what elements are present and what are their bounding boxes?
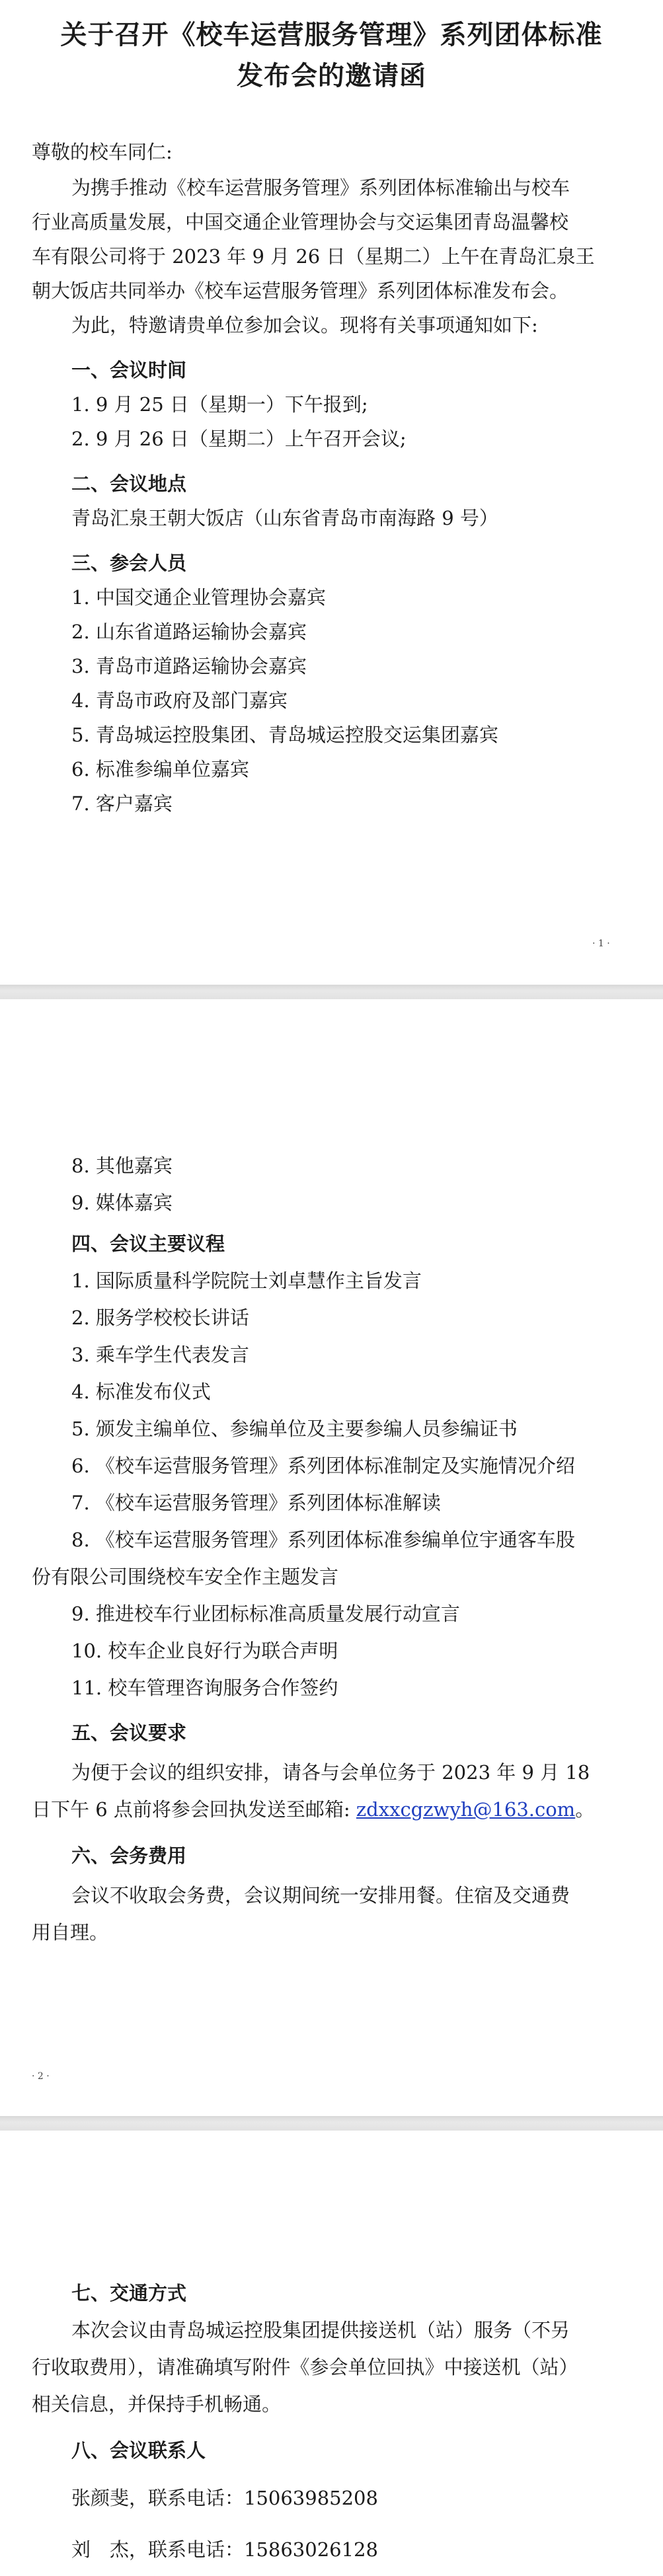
- page-divider: [0, 2116, 663, 2131]
- list-item: 3. 青岛市道路运输协会嘉宾: [71, 655, 307, 677]
- list-item: 1. 中国交通企业管理协会嘉宾: [71, 586, 326, 609]
- page-divider: [0, 985, 663, 999]
- list-item: 8. 其他嘉宾: [71, 1155, 173, 1177]
- email-link[interactable]: zdxxcgzwyh@163.com: [356, 1798, 576, 1821]
- list-item: 1. 9 月 25 日（星期一）下午报到;: [71, 393, 368, 416]
- list-item: 7. 客户嘉宾: [71, 792, 173, 815]
- document-title-line-1: 关于召开《校车运营服务管理》系列团体标准: [60, 19, 603, 50]
- list-item: 11. 校车管理咨询服务合作签约: [71, 1677, 338, 1699]
- list-item: 3. 乘车学生代表发言: [71, 1344, 249, 1366]
- transport-line-1: 本次会议由青岛城运控股集团提供接送机（站）服务（不另: [71, 2319, 570, 2341]
- document-page-1: [0, 0, 663, 985]
- list-item: 4. 标准发布仪式: [71, 1381, 211, 1403]
- intro-line-1: 为携手推动《校车运营服务管理》系列团体标准输出与校车: [71, 176, 570, 199]
- intro-line-4: 朝大饭店共同举办《校车运营服务管理》系列团体标准发布会。: [32, 280, 569, 302]
- section-6-heading: 六、会务费用: [71, 1844, 187, 1867]
- contact-item: 刘 杰，联系电话：15863026128: [71, 2538, 378, 2561]
- list-item: 9. 推进校车行业团标标准高质量发展行动宣言: [71, 1603, 460, 1625]
- transport-line-2: 行收取费用），请准确填写附件《参会单位回执》中接送机（站）: [32, 2356, 578, 2378]
- section-2-heading: 二、会议地点: [71, 473, 187, 495]
- requirement-line-2: [32, 1796, 594, 1823]
- requirement-text: 日下午 6 点前将参会回执发送至邮箱:: [32, 1798, 350, 1821]
- intro-line-5: 为此，特邀请贵单位参加会议。现将有关事项通知如下:: [71, 314, 538, 336]
- list-item: 10. 校车企业良好行为联合声明: [71, 1640, 338, 1662]
- list-item: 2. 服务学校校长讲话: [71, 1307, 249, 1329]
- section-7-heading: 七、交通方式: [71, 2282, 187, 2304]
- requirement-line-1: 为便于会议的组织安排，请各与会单位务于 2023 年 9 月 18: [71, 1761, 590, 1784]
- venue-text: 青岛汇泉王朝大饭店（山东省青岛市南海路 9 号）: [71, 507, 498, 529]
- section-4-heading: 四、会议主要议程: [71, 1232, 225, 1255]
- contact-item: 张颜斐，联系电话：15063985208: [71, 2487, 378, 2509]
- list-item: 9. 媒体嘉宾: [71, 1192, 173, 1214]
- section-1-heading: 一、会议时间: [71, 359, 187, 381]
- list-item: 6. 标准参编单位嘉宾: [71, 758, 249, 780]
- page-number: · 2 ·: [32, 2071, 50, 2082]
- greeting: 尊敬的校车同仁:: [32, 141, 173, 163]
- requirement-end: 。: [575, 1798, 595, 1821]
- list-item: 5. 颁发主编单位、参编单位及主要参编人员参编证书: [71, 1418, 518, 1440]
- section-5-heading: 五、会议要求: [71, 1722, 187, 1744]
- list-item: 8. 《校车运营服务管理》系列团体标准参编单位宇通客车股: [71, 1529, 575, 1551]
- document-page-3: [0, 2131, 663, 2576]
- document-title-line-2: 发布会的邀请函: [237, 60, 426, 91]
- section-3-heading: 三、参会人员: [71, 552, 187, 574]
- document-page-2: [0, 999, 663, 2116]
- list-item: 4. 青岛市政府及部门嘉宾: [71, 689, 288, 712]
- list-item: 2. 山东省道路运输协会嘉宾: [71, 621, 307, 643]
- list-item: 6. 《校车运营服务管理》系列团体标准制定及实施情况介绍: [71, 1455, 575, 1477]
- section-8-heading: 八、会议联系人: [71, 2439, 206, 2462]
- list-item: 5. 青岛城运控股集团、青岛城运控股交运集团嘉宾: [71, 724, 498, 746]
- list-item: 1. 国际质量科学院院士刘卓慧作主旨发言: [71, 1269, 422, 1292]
- list-item: 2. 9 月 26 日（星期二）上午召开会议;: [71, 428, 407, 450]
- list-item: 7. 《校车运营服务管理》系列团体标准解读: [71, 1492, 441, 1514]
- transport-line-3: 相关信息，并保持手机畅通。: [32, 2393, 282, 2415]
- intro-line-3: 车有限公司将于 2023 年 9 月 26 日（星期二）上午在青岛汇泉王: [32, 245, 595, 268]
- intro-line-2: 行业高质量发展，中国交通企业管理协会与交运集团青岛温馨校: [32, 211, 569, 233]
- list-item: 份有限公司围绕校车安全作主题发言: [32, 1566, 339, 1588]
- page-number: · 1 ·: [592, 938, 610, 949]
- fee-line-2: 用自理。: [32, 1921, 109, 1944]
- fee-line-1: 会议不收取会务费，会议期间统一安排用餐。住宿及交通费: [71, 1884, 570, 1907]
